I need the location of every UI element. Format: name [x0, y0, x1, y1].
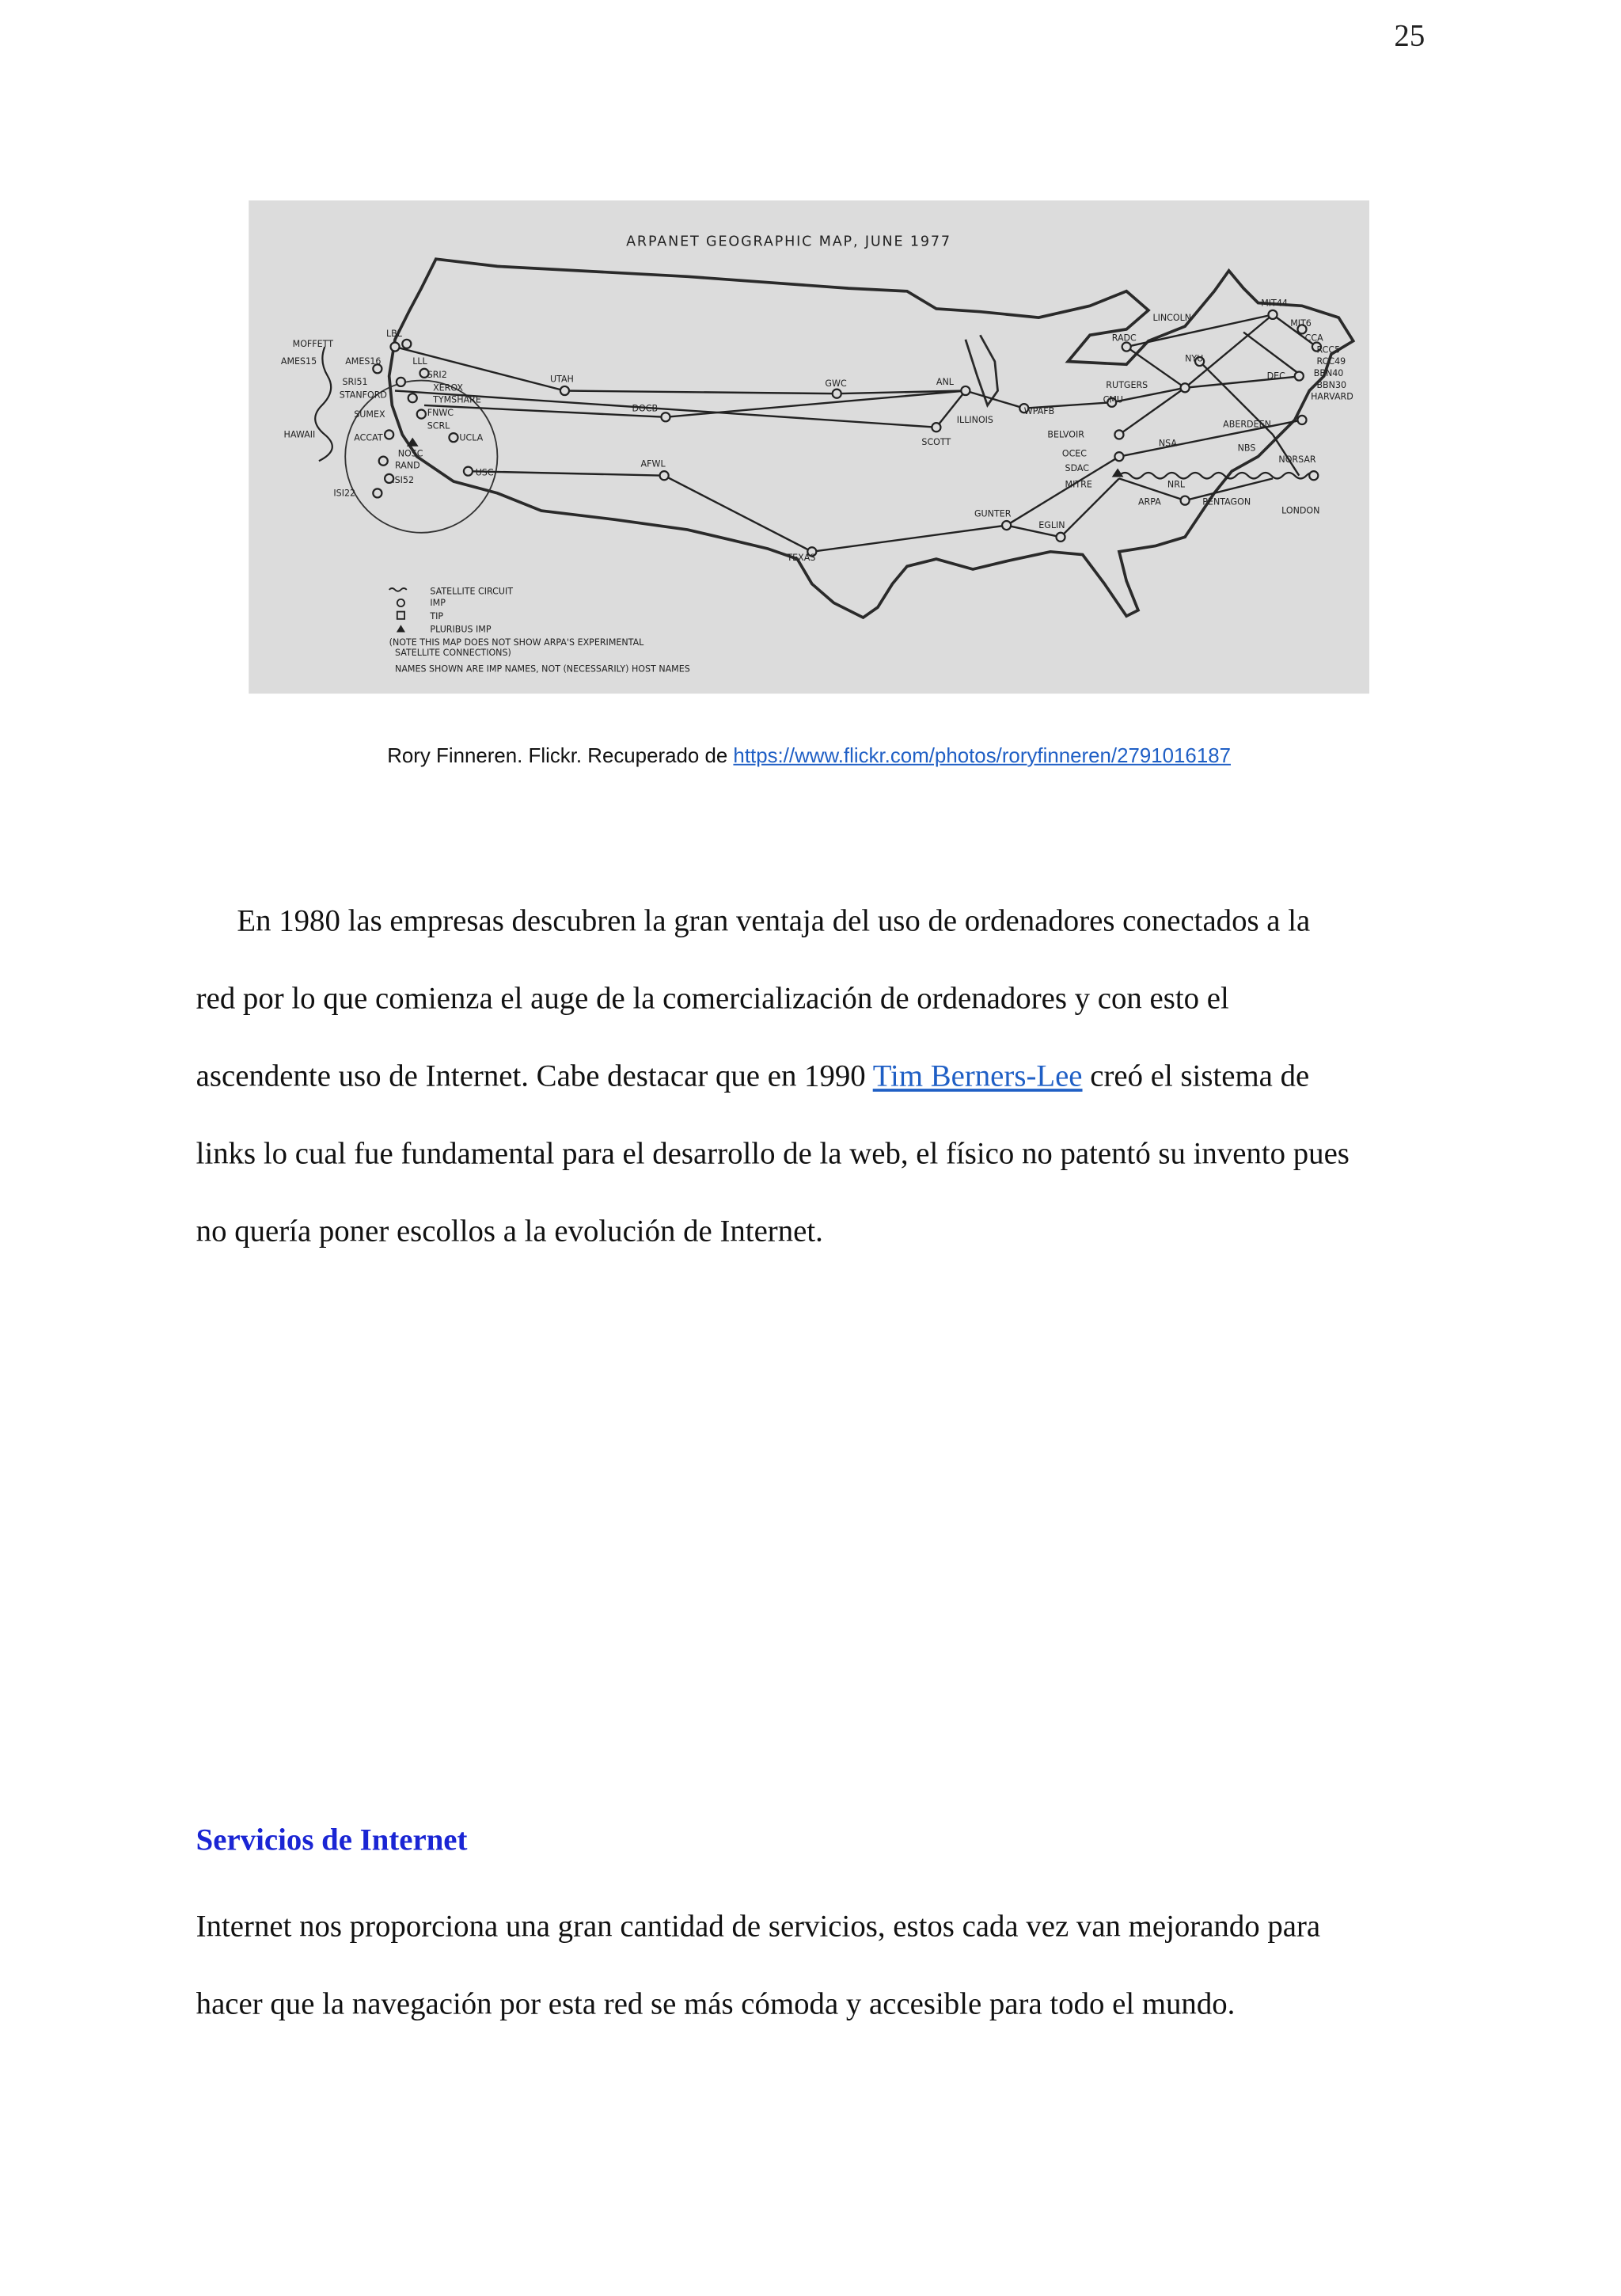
node-label: ARPA [1137, 496, 1161, 507]
section-paragraph [196, 1887, 1433, 2043]
node-label: LINCOLN [1152, 312, 1192, 323]
body-paragraph [196, 883, 1433, 1271]
node-label: HARVARD [1311, 391, 1353, 402]
node-label: GUNTER [974, 508, 1012, 519]
paragraph-line: no quería poner escollos a la evolución de Internet. [196, 1213, 823, 1249]
paragraph-line: hacer que la navegación por esta red se más cómoda y accesible para todo el mundo. [196, 1986, 1236, 2021]
node-label: ABERDEEN [1223, 419, 1271, 430]
hawaii-satellite-line [315, 347, 332, 461]
node-label: ISI52 [392, 474, 415, 485]
arpanet-map-figure [249, 200, 1369, 694]
node-label: NORSAR [1278, 454, 1316, 466]
paragraph-line: red por lo que comienza el auge de la comercialización de ordenadores y con esto el [196, 980, 1229, 1016]
satellite-legend-icon [389, 588, 407, 591]
node-label: MIT44 [1261, 298, 1288, 309]
node-label: SDAC [1065, 463, 1090, 474]
network-nodes [373, 310, 1321, 557]
node-label: RAND [395, 460, 420, 471]
map-title: ARPANET GEOGRAPHIC MAP, JUNE 1977 [626, 234, 951, 250]
paragraph-text: ascendente uso de Internet. Cabe destacar que en 1990 [196, 1058, 873, 1093]
node-label: DEC [1266, 371, 1285, 382]
node-label: FNWC [427, 407, 454, 418]
caption-text: Rory Finneren. Flickr. Recuperado de [387, 743, 734, 767]
node-label: STANFORD [339, 390, 387, 401]
node-label: LLL [412, 356, 427, 367]
node-label: DOCB [632, 403, 659, 414]
node-label: BELVOIR [1047, 429, 1085, 440]
node-label: NYU [1185, 353, 1204, 364]
node-label: CCA [1304, 333, 1323, 344]
node-label: USC [475, 467, 494, 478]
node-label: RCC5 [1316, 344, 1341, 355]
node-label: TYMSHARE [433, 394, 481, 405]
node-label: SCOTT [921, 436, 951, 447]
node-label: ISI22 [333, 488, 356, 499]
node-label: NRL [1167, 479, 1186, 490]
tip-legend-icon [397, 612, 404, 619]
node-label: OCEC [1061, 448, 1088, 459]
map-note-line: NAMES SHOWN ARE IMP NAMES, NOT (NECESSARILY) HOST NAMES [395, 663, 690, 675]
node-label: RCC49 [1316, 356, 1346, 367]
legend-label: TIP [430, 610, 444, 622]
node-label: GWC [825, 378, 847, 389]
node-label: ILLINOIS [956, 415, 993, 426]
node-label: NOSC [397, 448, 423, 459]
node-label: HAWAII [283, 429, 316, 440]
legend-label: SATELLITE CIRCUIT [430, 586, 514, 597]
node-label: EGLIN [1038, 520, 1065, 531]
node-label: AMES16 [345, 356, 382, 367]
paragraph-line: links lo cual fue fundamental para el desarrollo de la web, el físico no patentó su invento pues [196, 1135, 1350, 1171]
node-label: ANL [936, 377, 954, 388]
node-label: SCRL [427, 420, 450, 431]
node-label: MIT6 [1290, 318, 1312, 329]
node-label: WPAFB [1023, 406, 1055, 417]
node-label: AMES15 [280, 356, 317, 367]
arpanet-map-image [249, 200, 1369, 694]
node-label: TEXAS [787, 552, 816, 563]
node-label: SRI51 [342, 377, 368, 388]
paragraph-line: En 1980 las empresas descubren la gran ventaja del uso de ordenadores conectados a la [237, 903, 1311, 938]
legend-label: IMP [430, 598, 446, 609]
node-label: MOFFETT [292, 339, 334, 350]
node-label: AFWL [640, 458, 666, 469]
paragraph-text: creó el sistema de [1082, 1058, 1310, 1093]
node-label: LBL [385, 329, 402, 340]
node-label: UTAH [549, 374, 574, 385]
node-label: SRI2 [427, 369, 447, 380]
node-label: ACCAT [354, 432, 383, 443]
section-heading: Servicios de Internet [196, 1822, 468, 1857]
node-label: XEROX [433, 382, 463, 393]
node-label: CMU [1103, 394, 1124, 405]
node-label: PENTAGON [1202, 496, 1251, 507]
node-label: RADC [1111, 333, 1137, 344]
caption-source-link[interactable]: https://www.flickr.com/photos/roryfinneren/2791016187 [733, 743, 1231, 767]
paragraph-line [196, 1037, 1433, 1115]
satellite-circuit-line [1119, 473, 1318, 478]
paragraph-line: Internet nos proporciona una gran cantidad de servicios, estos cada vez van mejorando para [196, 1908, 1321, 1944]
node-label: LONDON [1281, 505, 1320, 516]
node-label: RUTGERS [1106, 379, 1148, 390]
node-label: BBN30 [1316, 379, 1347, 390]
imp-legend-icon [397, 599, 404, 606]
node-label: MITRE [1065, 479, 1092, 490]
node-label: SUMEX [354, 409, 385, 420]
map-note-line: SATELLITE CONNECTIONS) [395, 648, 511, 659]
map-note-line: (NOTE THIS MAP DOES NOT SHOW ARPA'S EXPERIMENTAL [389, 637, 644, 648]
map-legend [389, 586, 690, 674]
node-label: UCLA [459, 432, 484, 443]
network-links [395, 314, 1316, 551]
pluribus-legend-icon [397, 625, 405, 632]
legend-label: PLURIBUS IMP [430, 624, 492, 635]
page-number: 25 [1394, 17, 1425, 53]
figure-caption [219, 743, 1399, 767]
node-label: NBS [1237, 443, 1256, 454]
tim-berners-lee-link[interactable]: Tim Berners-Lee [872, 1058, 1083, 1093]
node-label: NSA [1158, 438, 1177, 449]
node-label: BBN40 [1313, 368, 1344, 379]
